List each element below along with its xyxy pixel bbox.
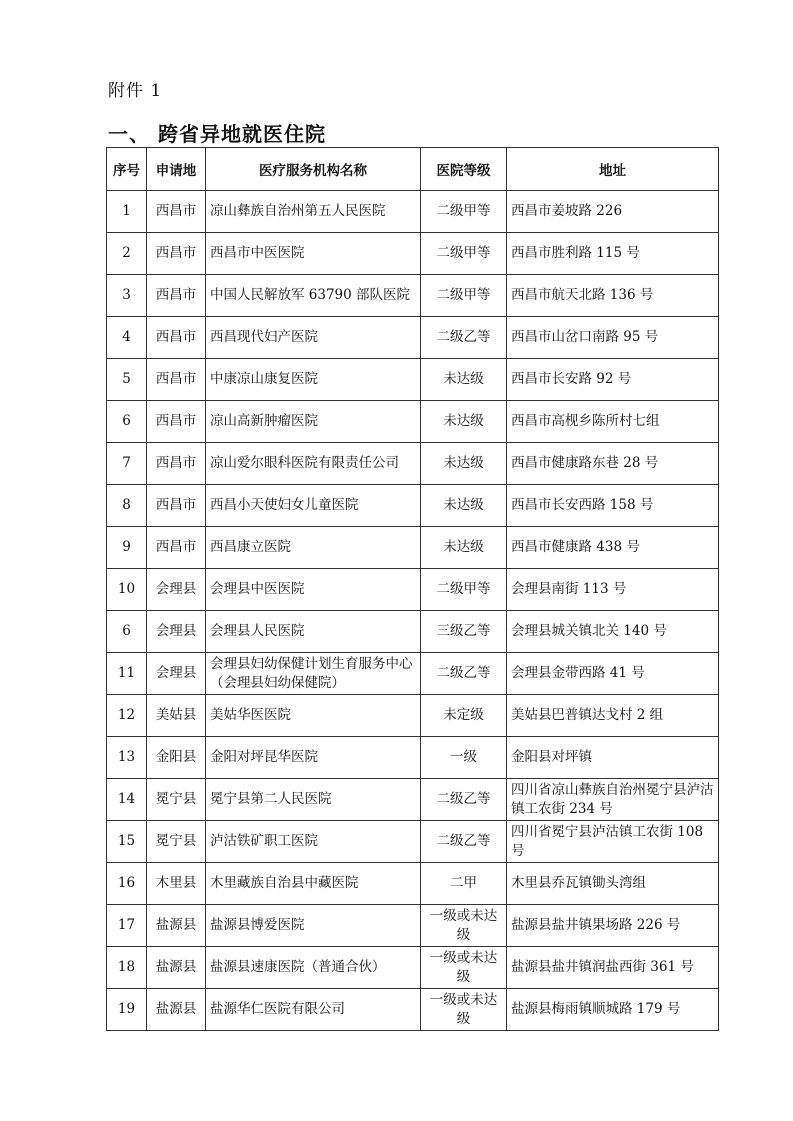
cell-index: 17 [107,905,147,947]
cell-address: 西昌市长安路 92 号 [507,359,719,401]
table-row [107,443,719,485]
cell-region: 西昌市 [147,443,206,485]
cell-address: 会理县金带西路 41 号 [507,653,719,695]
header-index: 序号 [107,148,147,191]
cell-address: 盐源县盐井镇润盐西街 361 号 [507,947,719,989]
cell-index: 9 [107,527,147,569]
cell-region: 盐源县 [147,905,206,947]
cell-index: 3 [107,275,147,317]
table-row [107,653,719,695]
cell-address: 西昌市健康路东巷 28 号 [507,443,719,485]
cell-institution: 美姑华医医院 [206,695,421,737]
cell-level: 二甲 [421,863,507,905]
cell-institution: 木里藏族自治县中藏医院 [206,863,421,905]
cell-address: 西昌市高枧乡陈所村七组 [507,401,719,443]
cell-region: 会理县 [147,653,206,695]
cell-address: 西昌市航天北路 136 号 [507,275,719,317]
cell-institution: 金阳对坪昆华医院 [206,737,421,779]
cell-region: 西昌市 [147,275,206,317]
header-region: 申请地 [147,148,206,191]
cell-address: 会理县城关镇北关 140 号 [507,611,719,653]
cell-address: 西昌市胜利路 115 号 [507,233,719,275]
cell-index: 18 [107,947,147,989]
cell-level: 二级甲等 [421,569,507,611]
header-address: 地址 [507,148,719,191]
cell-region: 冕宁县 [147,821,206,863]
cell-institution: 西昌小天使妇女儿童医院 [206,485,421,527]
cell-region: 会理县 [147,569,206,611]
table-row [107,863,719,905]
cell-address: 会理县南街 113 号 [507,569,719,611]
cell-level: 二级乙等 [421,653,507,695]
cell-address: 西昌市健康路 438 号 [507,527,719,569]
cell-address: 美姑县巴普镇达戈村 2 组 [507,695,719,737]
cell-region: 金阳县 [147,737,206,779]
section-title: 一、 跨省异地就医住院 [108,122,326,146]
cell-index: 2 [107,233,147,275]
cell-region: 盐源县 [147,947,206,989]
table-row [107,695,719,737]
cell-institution: 中国人民解放军 63790 部队医院 [206,275,421,317]
cell-level: 二级甲等 [421,275,507,317]
table-row [107,779,719,821]
cell-level: 二级甲等 [421,233,507,275]
cell-index: 19 [107,989,147,1031]
cell-region: 西昌市 [147,527,206,569]
table-row [107,317,719,359]
cell-institution: 冕宁县第二人民医院 [206,779,421,821]
cell-index: 16 [107,863,147,905]
table-row [107,275,719,317]
cell-institution: 西昌康立医院 [206,527,421,569]
cell-region: 西昌市 [147,485,206,527]
cell-region: 西昌市 [147,317,206,359]
cell-address: 四川省凉山彝族自治州冕宁县泸沽镇工农街 234 号 [507,779,719,821]
cell-address: 西昌市长安西路 158 号 [507,485,719,527]
cell-level: 三级乙等 [421,611,507,653]
cell-level: 未定级 [421,695,507,737]
cell-level: 二级乙等 [421,779,507,821]
cell-institution: 西昌现代妇产医院 [206,317,421,359]
cell-index: 14 [107,779,147,821]
cell-region: 会理县 [147,611,206,653]
table-row [107,737,719,779]
cell-level: 二级甲等 [421,191,507,233]
table-row [107,233,719,275]
cell-address: 盐源县盐井镇果场路 226 号 [507,905,719,947]
cell-institution: 会理县妇幼保健计划生育服务中心（会理县妇幼保健院） [206,653,421,695]
cell-level: 未达级 [421,485,507,527]
cell-region: 木里县 [147,863,206,905]
cell-index: 13 [107,737,147,779]
table-header-row [107,148,719,191]
cell-level: 一级 [421,737,507,779]
cell-address: 金阳县对坪镇 [507,737,719,779]
cell-index: 6 [107,611,147,653]
cell-institution: 会理县人民医院 [206,611,421,653]
cell-institution: 西昌市中医医院 [206,233,421,275]
table-row [107,191,719,233]
cell-institution: 凉山爱尔眼科医院有限责任公司 [206,443,421,485]
table-row [107,905,719,947]
cell-institution: 泸沽铁矿职工医院 [206,821,421,863]
table-row [107,989,719,1031]
cell-region: 美姑县 [147,695,206,737]
cell-address: 西昌市山岔口南路 95 号 [507,317,719,359]
cell-index: 5 [107,359,147,401]
cell-index: 1 [107,191,147,233]
cell-index: 4 [107,317,147,359]
cell-index: 15 [107,821,147,863]
cell-index: 6 [107,401,147,443]
cell-level: 一级或未达级 [421,989,507,1031]
table-row [107,821,719,863]
cell-address: 木里县乔瓦镇锄头湾组 [507,863,719,905]
cell-index: 12 [107,695,147,737]
cell-institution: 凉山高新肿瘤医院 [206,401,421,443]
cell-level: 未达级 [421,443,507,485]
header-institution: 医疗服务机构名称 [206,148,421,191]
table-row [107,947,719,989]
cell-region: 西昌市 [147,191,206,233]
cell-level: 二级乙等 [421,317,507,359]
table-row [107,527,719,569]
cell-institution: 凉山彝族自治州第五人民医院 [206,191,421,233]
cell-index: 8 [107,485,147,527]
header-level: 医院等级 [421,148,507,191]
cell-region: 冕宁县 [147,779,206,821]
cell-address: 四川省冕宁县泸沽镇工农街 108 号 [507,821,719,863]
table-body [107,191,719,1031]
table-row [107,359,719,401]
cell-index: 11 [107,653,147,695]
cell-region: 西昌市 [147,233,206,275]
cell-address: 盐源县梅雨镇顺城路 179 号 [507,989,719,1031]
cell-region: 盐源县 [147,989,206,1031]
cell-level: 一级或未达级 [421,905,507,947]
cell-level: 未达级 [421,527,507,569]
hospital-table [106,147,719,1031]
cell-index: 10 [107,569,147,611]
cell-institution: 中康凉山康复医院 [206,359,421,401]
cell-institution: 盐源县博爱医院 [206,905,421,947]
cell-index: 7 [107,443,147,485]
cell-level: 一级或未达级 [421,947,507,989]
cell-institution: 盐源县速康医院（普通合伙） [206,947,421,989]
cell-institution: 会理县中医医院 [206,569,421,611]
cell-address: 西昌市姜坡路 226 [507,191,719,233]
table-row [107,569,719,611]
attachment-label: 附件 1 [108,81,163,101]
table-row [107,485,719,527]
cell-institution: 盐源华仁医院有限公司 [206,989,421,1031]
cell-region: 西昌市 [147,359,206,401]
cell-region: 西昌市 [147,401,206,443]
cell-level: 二级乙等 [421,821,507,863]
table-row [107,611,719,653]
cell-level: 未达级 [421,359,507,401]
cell-level: 未达级 [421,401,507,443]
table-row [107,401,719,443]
